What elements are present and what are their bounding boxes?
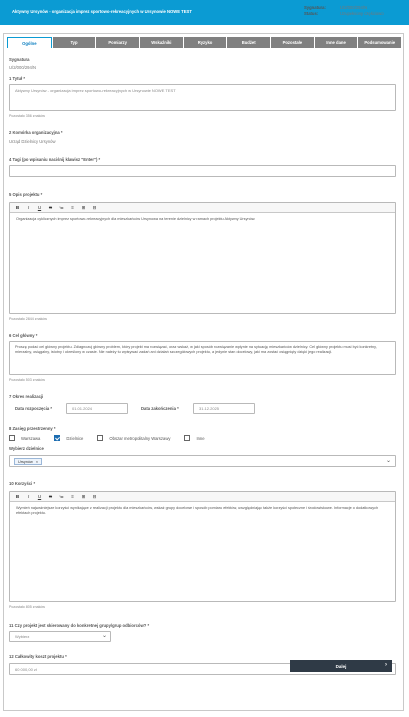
app-header: [0, 0, 409, 25]
tab-general[interactable]: Ogólne: [7, 37, 52, 48]
district-chip: [14, 458, 42, 465]
underline-button[interactable]: U: [37, 205, 42, 210]
tab-risk[interactable]: Ryzyko: [184, 37, 227, 48]
period-label: 7 Okres realizacji: [9, 394, 44, 399]
italic-button[interactable]: I: [27, 494, 30, 499]
goal-label: 6 Cel główny *: [9, 333, 38, 338]
cost-value: 60 000,00 zł: [15, 667, 37, 672]
tab-budget[interactable]: Budżet: [227, 37, 270, 48]
tab-measurements[interactable]: Pomiarzy: [96, 37, 139, 48]
outdent-icon[interactable]: ⊟: [92, 493, 97, 499]
description-label: 5 Opis projektu *: [9, 192, 43, 197]
numbered-list-icon[interactable]: ≡: [71, 494, 74, 499]
description-char-count: Pozostało 2844 znaków: [9, 317, 47, 321]
end-date-label: Data zakończenia *: [141, 406, 179, 411]
form-panel: [3, 33, 404, 711]
end-date-input[interactable]: [193, 403, 255, 414]
scope-warszawa-checkbox[interactable]: [9, 435, 15, 441]
bullet-list-icon[interactable]: ≔: [59, 493, 64, 499]
next-button-label: Dalej: [335, 663, 347, 669]
benefits-editor[interactable]: [9, 491, 396, 602]
scope-other-checkbox[interactable]: [184, 435, 190, 441]
tab-bar: [7, 37, 401, 48]
tab-other-data[interactable]: Inne dane: [315, 37, 358, 48]
audience-select[interactable]: [9, 631, 111, 642]
chevron-right-icon: ›: [385, 662, 387, 668]
start-date-label: Data rozpoczęcia *: [15, 406, 53, 411]
benefits-toolbar: [10, 492, 395, 502]
description-toolbar: [10, 203, 395, 213]
bold-button[interactable]: B: [15, 205, 20, 210]
description-text: Organizacja cyklicznych imprez sportowo-rekreacyjnych dla mieszkańców Ursynowa na terenie dzielnicy w ramach projektu Aktywny Ursynów.: [16, 217, 256, 221]
scope-warszawa-label: Warszawa: [21, 435, 41, 441]
scope-metro-checkbox[interactable]: [97, 435, 103, 441]
org-value: Urząd Dzielnicy Ursynów: [9, 139, 56, 144]
title-textarea[interactable]: [9, 84, 396, 111]
cost-label: 12 Całkowity koszt projektu *: [9, 654, 67, 659]
end-date-value: 31.12.2025: [199, 406, 220, 411]
benefits-text: Wymień najważniejsze korzyści wynikające z realizacji projektu dla mieszkańców, wskaż grupy docelowe i sposób pomiaru efektów, uwzględniając także korzyści społeczne i środowiskowe. Informacje o dodatkowych efektach projektu.: [16, 506, 379, 515]
italic-button[interactable]: I: [27, 205, 30, 210]
goal-text: Proszę podać cel główny projektu. Zdiagnozuj główny problem, który projekt ma rozwiązać, oraz wskaż, w jaki sposób rozwiązanie wpłynie na sytuację mieszkańców dzielnicy. Cel główny projektu musi być konkretny, mierzalny, osiągalny, istotny i określony w czasie. Nie należy tu wpisywać zadań ani działań szczegółowych projektu, a jedynie stan docelowy, jaki ma zostać osiągnięty dzięki jego realizacji.: [15, 345, 377, 354]
next-button[interactable]: [290, 660, 392, 672]
status-label: Status:: [304, 11, 319, 16]
bold-button[interactable]: B: [15, 494, 20, 499]
benefits-label: 10 Korzyści *: [9, 481, 36, 486]
benefits-char-count: Pozostało 805 znaków: [9, 605, 45, 609]
indent-icon[interactable]: ⊞: [81, 493, 86, 499]
chevron-down-icon: ⌄: [101, 633, 107, 639]
title-value: Aktywny Ursynów - organizacja imprez sportowo-rekreacyjnych w Ursynowie NOWE TEST: [15, 88, 176, 93]
scope-dzielnice-label: Dzielnice: [66, 435, 84, 441]
title-label: 1 Tytuł *: [9, 76, 25, 81]
district-chip-label: Ursynów: [18, 459, 33, 464]
project-title: Aktywny Ursynów - organizacja imprez sportowo-rekreacyjnych w Ursynowie NOWE TEST: [12, 9, 192, 14]
remove-chip-icon[interactable]: ×: [35, 459, 39, 464]
start-date-input[interactable]: [66, 403, 128, 414]
tags-input[interactable]: [9, 165, 396, 177]
status-value: Uzupełniony częściowo: [340, 11, 384, 16]
goal-char-count: Pozostało 503 znaków: [9, 378, 45, 382]
tab-other[interactable]: Pozostałe: [271, 37, 314, 48]
audience-placeholder: Wybierz: [15, 634, 30, 639]
scope-options: [9, 435, 205, 441]
org-label: 2 Komórka organizacyjna *: [9, 130, 63, 135]
signature-value: U/2/000/294/N: [340, 5, 368, 10]
strikethrough-button[interactable]: S: [48, 494, 53, 499]
strikethrough-button[interactable]: S: [48, 205, 53, 210]
scope-other-label: Inne: [196, 435, 205, 441]
scope-dzielnice-checkbox[interactable]: [54, 435, 60, 441]
tab-indicators[interactable]: Wskaźniki: [140, 37, 183, 48]
district-select[interactable]: [9, 455, 396, 467]
tab-summary[interactable]: Podsumowanie: [358, 37, 401, 48]
signature-field-value: U/2/000/294/N: [9, 65, 37, 70]
indent-icon[interactable]: ⊞: [81, 204, 86, 210]
tab-type[interactable]: Typ: [53, 37, 96, 48]
scope-label: 8 Zasięg przestrzenny *: [9, 426, 56, 431]
signature-field-label: Sygnatura: [9, 57, 30, 62]
scope-metro-label: Obszar metropolitalny Warszawy: [109, 435, 171, 441]
underline-button[interactable]: U: [37, 494, 42, 499]
signature-label: Sygnatura:: [304, 5, 326, 10]
tags-label: 4 Tagi (po wpisaniu naciśnij klawisz "Enter") *: [9, 157, 101, 162]
district-label: Wybierz dzielnice: [9, 446, 44, 451]
chevron-down-icon[interactable]: ⌄: [385, 458, 391, 464]
numbered-list-icon[interactable]: ≡: [71, 205, 74, 210]
audience-label: 11 Czy projekt jest skierowany do konkretnej grupy/grup odbiorców? *: [9, 623, 150, 628]
description-editor[interactable]: [9, 202, 396, 314]
bullet-list-icon[interactable]: ≔: [59, 204, 64, 210]
project-meta: [304, 5, 392, 17]
start-date-value: 01.01.2024: [72, 406, 93, 411]
goal-textarea[interactable]: [9, 341, 396, 375]
title-char-count: Pozostało 356 znaków: [9, 114, 45, 118]
outdent-icon[interactable]: ⊟: [92, 204, 97, 210]
